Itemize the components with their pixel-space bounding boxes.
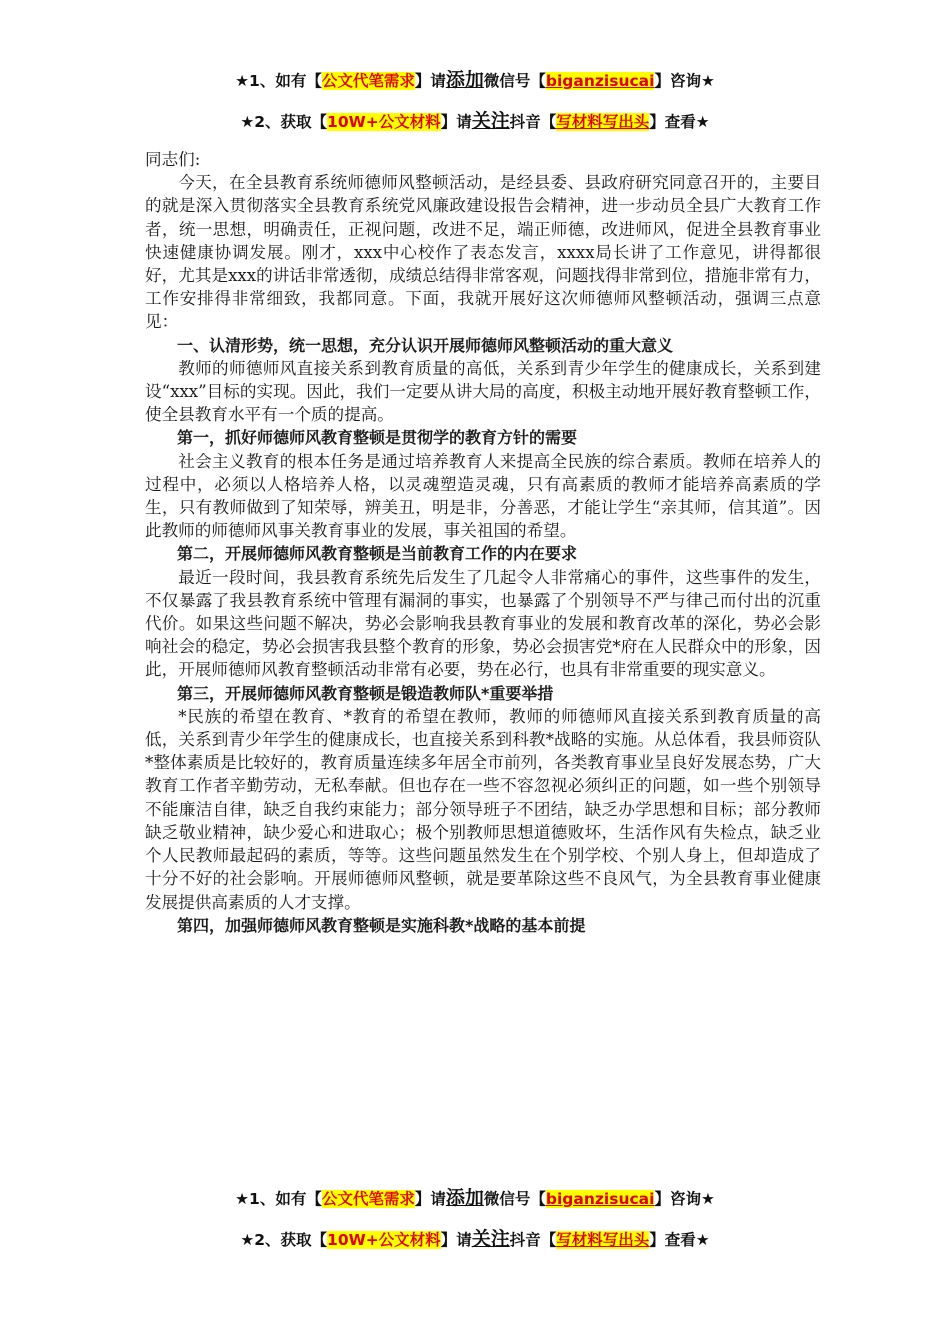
section-heading-1: 一、认清形势，统一思想，充分认识开展师德师风整顿活动的重大意义 — [177, 335, 674, 355]
ad-text: ★2、获取【 — [240, 1231, 328, 1249]
ad-line-consult — [0, 69, 950, 92]
ad-text: 抖音【 — [509, 1231, 557, 1249]
paragraph-3: 最近一段时间，我县教育系统先后发生了几起令人非常痛心的事件，这些事件的发生，不仅暴露了我县教育系统中管理有漏洞的事实，也暴露了个别领导不严与律己而付出的沉重代价。如果这些问题不解决，势必会影响我县教育事业的发展和教育改革的深化，势必会影响社会的稳定，势必会损害我县整个教育的形象，势必会损害党*府在人民群众中的形象，因此，开展师德师风教育整顿活动非常有必要，势在必行，也具有非常重要的现实意义。 — [145, 567, 821, 680]
ad-douyin-name: 写材料写出头 — [556, 1231, 650, 1249]
subheading-fourth: 第四，加强师德师风教育整顿是实施科教*战略的基本前提 — [177, 915, 586, 935]
ad-text: 】请 — [440, 113, 472, 131]
ad-text: 】请 — [414, 1190, 446, 1208]
ad-highlight: 10W+公文材料 — [327, 113, 441, 131]
ad-emphasis: 添加 — [445, 1187, 484, 1209]
ad-emphasis: 添加 — [445, 69, 484, 91]
document-body — [145, 148, 821, 937]
ad-text: ★2、获取【 — [240, 113, 328, 131]
ad-highlight: 公文代笔需求 — [321, 1190, 415, 1208]
ad-text: 微信号【 — [483, 1190, 546, 1208]
ad-text: 】查看★ — [649, 113, 710, 131]
greeting: 同志们: — [145, 150, 201, 169]
paragraph-4: *民族的希望在教育、*教育的希望在教师，教师的师德师风直接关系到教育质量的高低，关系到青少年学生的健康成长，也直接关系到科教*战略的实施。从总体看，我县师资队*整体素质是比较好的，教育质量连续多年居全市前列，各类教育事业呈良好发展态势，广大教育工作者辛勤劳动，无私奉献。但也存在一些不容忽视必须纠正的问题，如一些个别领导不能廉洁自律，缺乏自我约束能力；部分领导班子不团结，缺乏办学思想和目标；部分教师缺乏敬业精神，缺少爱心和进取心；极个别教师思想道德败坏，生活作风有失检点，缺乏业个人民教师最起码的素质，等等。这些问题虽然发生在个别学校、个别人身上，但却造成了十分不好的社会影响。开展师德师风整顿，就是要革除这些不良风气，为全县教育事业健康发展提供高素质的人才支撑。 — [145, 706, 821, 912]
ad-emphasis: 关注 — [471, 1228, 510, 1250]
ad-highlight: 10W+公文材料 — [327, 1231, 441, 1249]
ad-emphasis: 关注 — [471, 110, 510, 132]
ad-text: ★1、如有【 — [235, 72, 322, 90]
subheading-first: 第一，抓好师德师风教育整顿是贯彻学的教育方针的需要 — [177, 428, 578, 448]
ad-text: 抖音【 — [509, 113, 557, 131]
ad-text: 】咨询★ — [654, 72, 715, 90]
subheading-second: 第二，开展师德师风教育整顿是当前教育工作的内在要求 — [177, 544, 578, 564]
intro-paragraph: 今天，在全县教育系统师德师风整顿活动，是经县委、县政府研究同意召开的，主要目的就是深入贯彻落实全县教育系统党风廉政建设报告会精神，进一步动员全县广大教育工作者，统一思想，明确责任，正视问题，改进不足，端正师德，改进师风，促进全县教育事业快速健康协调发展。刚才，xxx中心校作了表态发言，xxxx局长讲了工作意见，讲得都很好，尤其是xxx的讲话非常透彻，成绩总结得非常客观，问题找得非常到位，措施非常有力，工作安排得非常细致，我都同意。下面，我就开展好这次师德师风整顿活动，强调三点意见： — [145, 173, 821, 332]
ad-wechat-id: biganzisucai — [545, 1190, 655, 1208]
subheading-third: 第三，开展师德师风教育整顿是锻造教师队*重要举措 — [177, 683, 554, 703]
paragraph-2: 社会主义教育的根本任务是通过培养教育人来提高全民族的综合素质。教师在培养人的过程中，必须以人格培养人格，以灵魂塑造灵魂，只有高素质的教师才能培养高素质的学生，只有教师做到了知荣辱，辨美丑，明是非，分善恶，才能让学生“亲其师，信其道”。因此教师的师德师风事关教育事业的发展，事关祖国的希望。 — [145, 451, 821, 541]
ad-text: 】咨询★ — [654, 1190, 715, 1208]
paragraph-1: 教师的师德师风直接关系到教育质量的高低，关系到青少年学生的健康成长，关系到建设“xxx”目标的实现。因此，我们一定要从讲大局的高度，积极主动地开展好教育整顿工作，使全县教育水平有一个质的提高。 — [145, 358, 821, 425]
ad-wechat-id: biganzisucai — [545, 72, 655, 90]
ad-text: 微信号【 — [483, 72, 546, 90]
footer-ad-line-follow — [0, 1228, 950, 1251]
ad-text: ★1、如有【 — [235, 1190, 322, 1208]
ad-text: 】查看★ — [649, 1231, 710, 1249]
footer-ad-line-consult — [0, 1187, 950, 1210]
ad-highlight: 公文代笔需求 — [321, 72, 415, 90]
ad-line-follow — [0, 110, 950, 133]
ad-douyin-name: 写材料写出头 — [556, 113, 650, 131]
ad-text: 】请 — [440, 1231, 472, 1249]
ad-text: 】请 — [414, 72, 446, 90]
